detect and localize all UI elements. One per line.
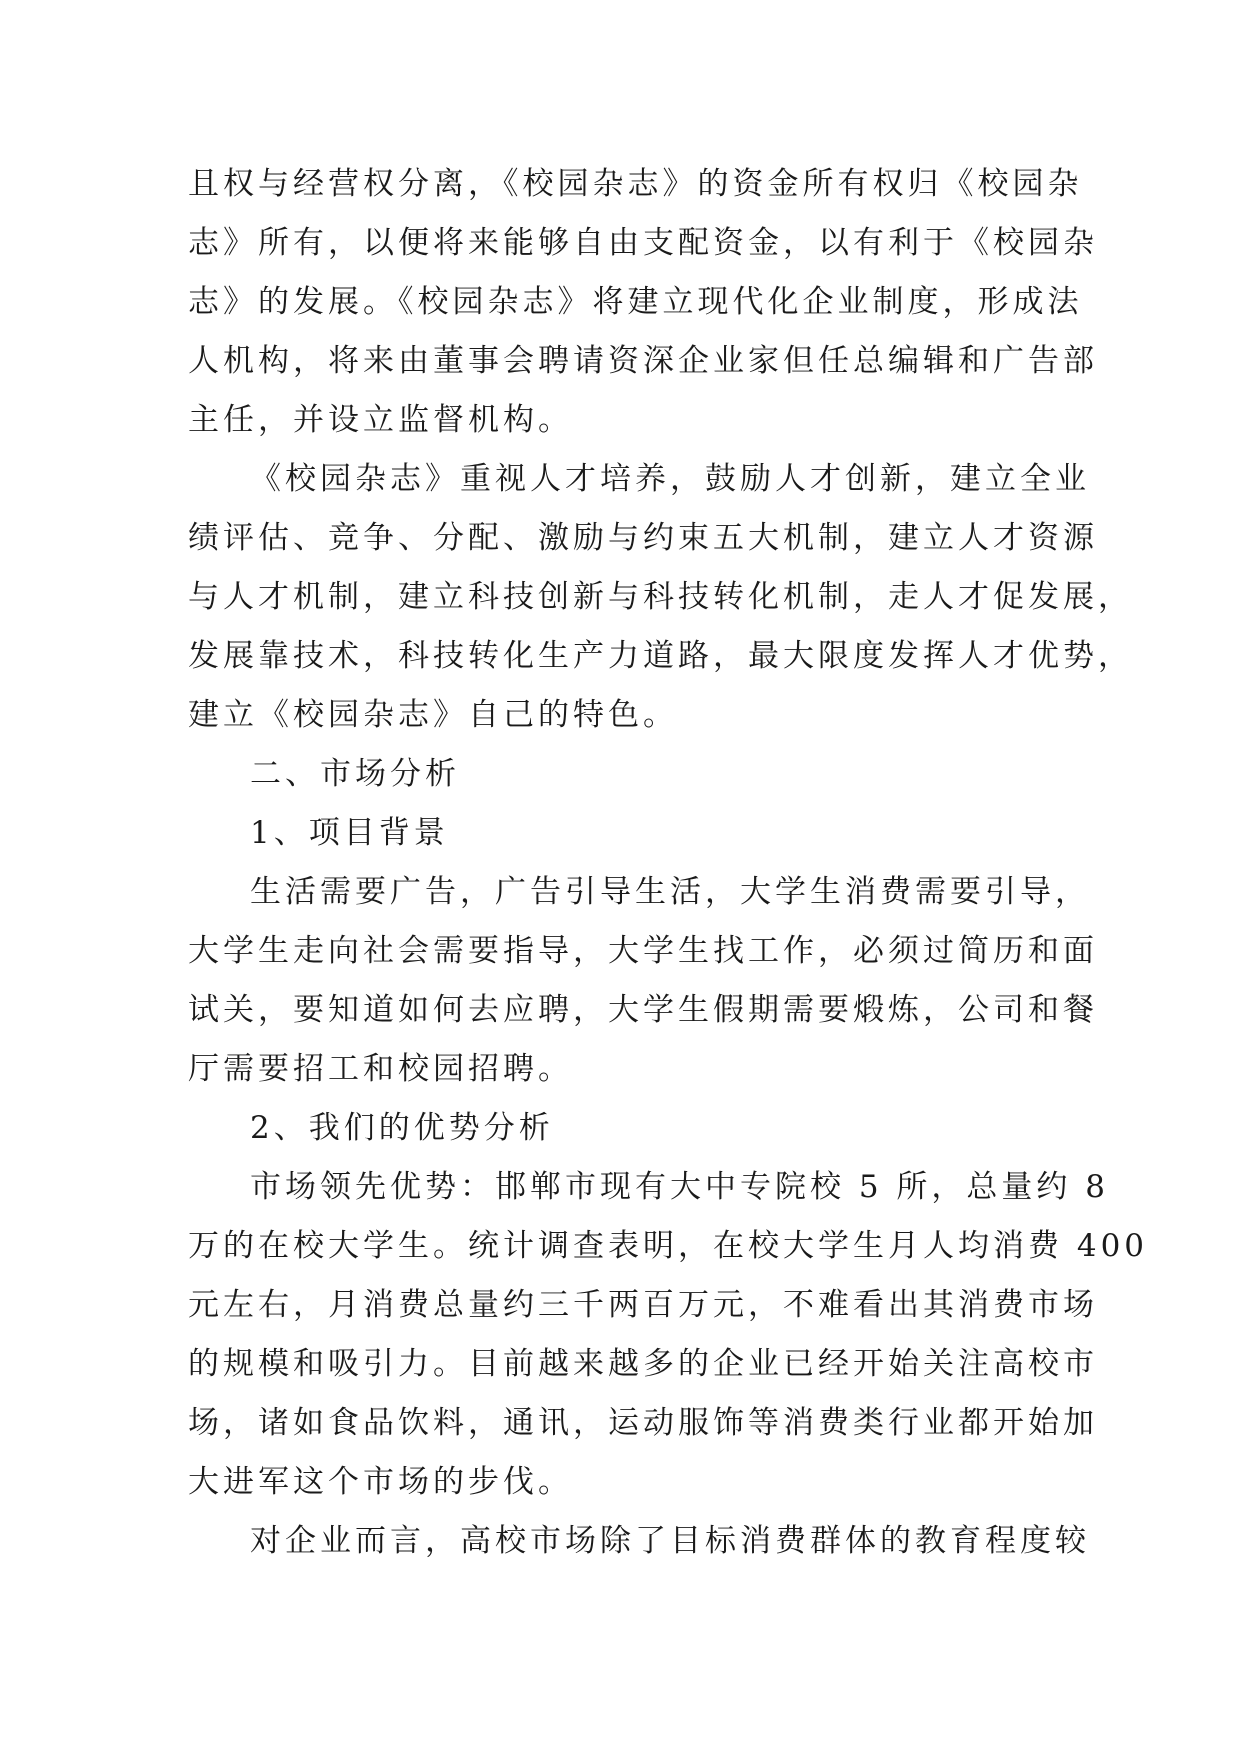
text-line: 对企业而言，高校市场除了目标消费群体的教育程度较	[250, 1523, 1090, 1559]
text-line: 绩评估、竞争、分配、激励与约束五大机制，建立人才资源	[188, 520, 1098, 556]
text-line: 与人才机制，建立科技创新与科技转化机制，走人才促发展，	[188, 579, 1133, 615]
text-line: 元左右，月消费总量约三千两百万元，不难看出其消费市场	[188, 1287, 1098, 1323]
text-line: 志》所有，以便将来能够自由支配资金，以有利于《校园杂	[188, 225, 1098, 261]
text-line: 1、项目背景	[250, 815, 449, 851]
text-line: 大学生走向社会需要指导，大学生找工作，必须过简历和面	[188, 933, 1098, 969]
text-line: 二、市场分析	[250, 756, 460, 792]
text-line: 发展靠技术，科技转化生产力道路，最大限度发挥人才优势，	[188, 638, 1133, 674]
text-line: 《校园杂志》重视人才培养，鼓励人才创新，建立全业	[250, 461, 1090, 497]
text-line: 志》的发展。《校园杂志》将建立现代化企业制度，形成法	[188, 284, 1083, 320]
text-line: 场，诸如食品饮料，通讯，运动服饰等消费类行业都开始加	[188, 1405, 1098, 1441]
body-text	[188, 155, 1149, 1571]
text-line: 试关，要知道如何去应聘，大学生假期需要煅炼，公司和餐	[188, 992, 1098, 1028]
text-line: 万的在校大学生。统计调查表明，在校大学生月人均消费 400	[188, 1228, 1149, 1264]
text-line: 生活需要广告，广告引导生活，大学生消费需要引导，	[250, 874, 1090, 910]
text-line: 的规模和吸引力。目前越来越多的企业已经开始关注高校市	[188, 1346, 1098, 1382]
text-line: 大进军这个市场的步伐。	[188, 1464, 573, 1500]
text-line: 人机构，将来由董事会聘请资深企业家但任总编辑和广告部	[188, 343, 1098, 379]
text-line: 2、我们的优势分析	[250, 1110, 554, 1146]
text-line: 建立《校园杂志》自己的特色。	[188, 697, 678, 733]
text-line: 市场领先优势：邯郸市现有大中专院校 5 所，总量约 8	[250, 1169, 1110, 1205]
text-line: 主任，并设立监督机构。	[188, 402, 573, 438]
text-line: 且权与经营权分离，《校园杂志》的资金所有权归《校园杂	[188, 166, 1083, 202]
text-line: 厅需要招工和校园招聘。	[188, 1051, 573, 1087]
